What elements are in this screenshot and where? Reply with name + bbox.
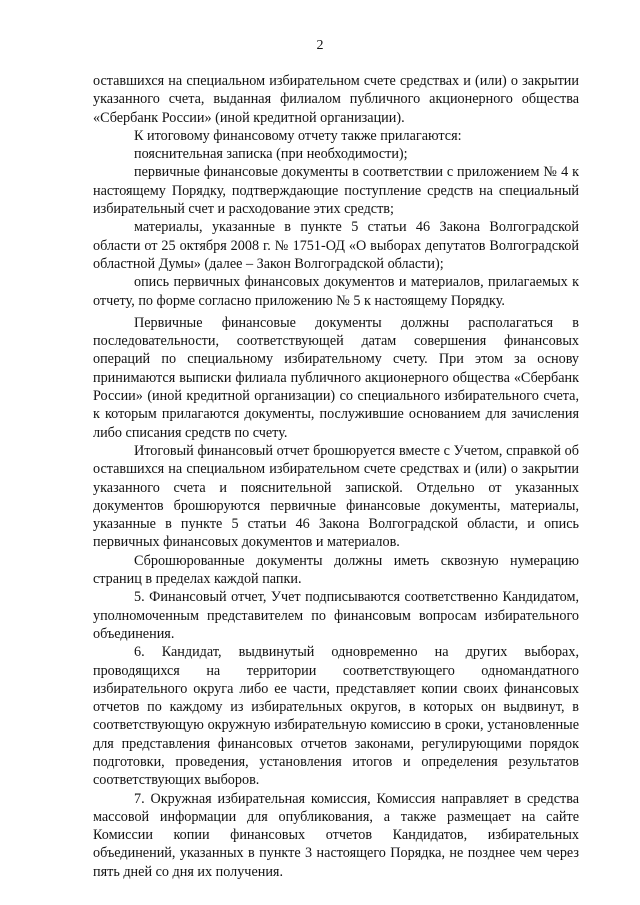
paragraph-item-7: 7. Окружная избирательная комиссия, Комиссия направляет в средства массовой информации для опубликования, а также размещает на сайте Комиссии копии финансовых отчетов Кандидатов, избирательных объединений, указанных в пункте 3 настоящего Порядка, не позднее чем через пять дней со дня их получения.: [93, 790, 579, 880]
document-body: [93, 72, 579, 881]
page-number: 2: [316, 38, 324, 53]
paragraph-inventory: опись первичных финансовых документов и материалов, прилагаемых к отчету, по форме согласно приложению № 5 к настоящему Порядку.: [93, 274, 579, 309]
paragraph-item-5: 5. Финансовый отчет, Учет подписываются соответственно Кандидатом, уполномоченным представителем по финансовым вопросам избирательного объединения.: [93, 589, 579, 642]
paragraph-item-6: 6. Кандидат, выдвинутый одновременно на других выборах, проводящихся на территории соответствующего одномандатного избирательного округа либо ее части, представляет копии своих финансовых отчетов по каждому из избирательных округов, в которых он выдвинут, в соответствующую окружную избирательную комиссию в сроки, установленные для представления финансовых отчетов законами, регулирующими порядок подготовки, проведения, установления итогов и определения результатов соответствующих выборов.: [93, 644, 579, 789]
paragraph-binding: Итоговый финансовый отчет брошюруется вместе с Учетом, справкой об оставшихся на специальном избирательном счете средствах и (или) о закрытии указанного счета и пояснительной запиской. Отдельно от указанных документов брошюруются первичные финансовые документы, материалы, указанные в пункте 5 статьи 46 Закона Волгоградской области, и опись первичных финансовых документов и материалов.: [93, 442, 579, 551]
paragraph-page-numbering: Сброшюрованные документы должны иметь сквозную нумерацию страниц в пределах каждой папки.: [93, 552, 579, 588]
paragraph-explanatory-note: пояснительная записка (при необходимости);: [134, 146, 408, 163]
paragraph-attachments-intro: К итоговому финансовому отчету также прилагаются:: [134, 127, 462, 144]
paragraph-primary-documents: первичные финансовые документы в соответствии с приложением № 4 к настоящему Порядку, подтверждающие поступление средств на специальный избирательный счет и расходование этих средств;: [93, 164, 579, 218]
paragraph-continuation: оставшихся на специальном избирательном счете средствах и (или) о закрытии указанного счета, выданная филиалом публичного акционерного общества «Сбербанк России» (иной кредитной организации).: [93, 73, 579, 126]
paragraph-document-order: Первичные финансовые документы должны располагаться в последовательности, соответствующей датам совершения финансовых операций по специальному избирательному счету. При этом за основу принимаются выписки филиала публичного акционерного общества «Сбербанк России» (иной кредитной организации) со специального избирательного счета, к которым прилагаются документы, послужившие основанием для зачисления либо списания средств по счету.: [93, 314, 579, 441]
paragraph-materials: материалы, указанные в пункте 5 статьи 46 Закона Волгоградской области от 25 октября 2008 г. № 1751-ОД «О выборах депутатов Волгоградской областной Думы» (далее – Закон Волгоградской области);: [93, 219, 579, 272]
